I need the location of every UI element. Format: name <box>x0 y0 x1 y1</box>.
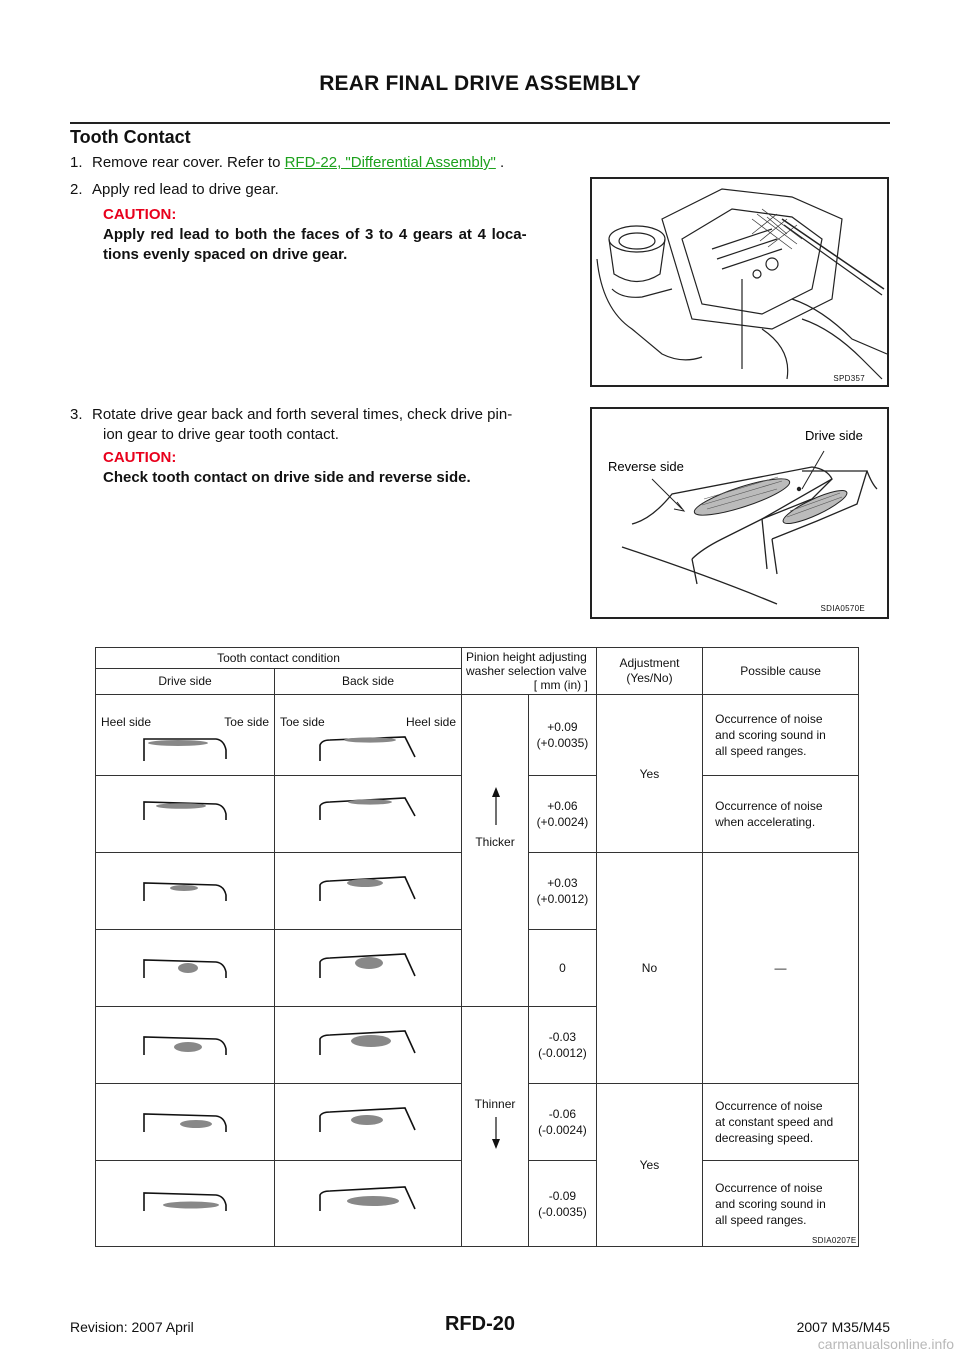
washer-mm: -0.09 <box>548 1188 577 1203</box>
adjustment-yes-cell: Yes <box>596 695 702 853</box>
heel-side-label: Heel side <box>101 715 152 729</box>
caution-label: CAUTION: <box>103 206 177 223</box>
caution-text: Apply red lead to both the faces of 3 to 4 gears at 4 loca- <box>103 226 527 243</box>
cause-line: all speed ranges. <box>715 1212 807 1227</box>
step-text-tail: . <box>495 154 505 171</box>
washer-in: (-0.0012) <box>538 1046 587 1060</box>
tooth-contact-sides-figure <box>590 407 889 619</box>
back-side-contact-cell <box>275 1084 462 1161</box>
drive-side-contact-cell <box>96 695 275 776</box>
reverse-side-label: Reverse side <box>608 459 684 474</box>
thinner-label: Thinner <box>474 1097 516 1111</box>
possible-cause-cell: — <box>703 853 859 1084</box>
contact-pattern-icon <box>96 776 274 849</box>
reference-link[interactable]: RFD-22, "Differential Assembly" <box>284 154 496 171</box>
caution-label: CAUTION: <box>103 449 177 466</box>
cause-line: Occurrence of noise <box>715 1180 823 1195</box>
adjustment-no-cell: No <box>596 853 702 1084</box>
gear-hands-illustration <box>592 179 887 385</box>
back-side-contact-cell <box>275 1007 462 1084</box>
tooth-contact-table <box>95 647 859 1247</box>
washer-mm: +0.09 <box>547 720 578 734</box>
cause-line: and scoring sound in <box>715 728 826 742</box>
drive-side-contact-cell <box>96 853 275 930</box>
page-number: RFD-20 <box>444 1313 515 1335</box>
back-side-contact-cell <box>275 930 462 1007</box>
washer-mm: +0.03 <box>547 876 578 890</box>
step-number: 1. <box>70 154 83 171</box>
contact-pattern-icon <box>275 1161 461 1243</box>
heel-side-label: Heel side <box>405 715 456 729</box>
cause-line: decreasing speed. <box>715 1131 814 1145</box>
table-row <box>96 695 859 776</box>
washer-mm: 0 <box>559 961 566 975</box>
caution-text: tions evenly spaced on drive gear. <box>103 246 348 263</box>
contact-pattern-icon <box>96 930 274 1003</box>
contact-pattern-icon <box>275 776 461 849</box>
contact-pattern-icon <box>275 1084 461 1157</box>
step-number: 2. <box>70 181 83 198</box>
back-side-contact-cell <box>275 853 462 930</box>
washer-value-cell <box>529 1161 597 1247</box>
header-washer-line: Pinion height adjusting <box>466 650 587 664</box>
drive-side-contact-cell <box>96 776 275 853</box>
figure-code: SPD357 <box>833 374 865 383</box>
cause-line: Occurrence of noise <box>715 1099 823 1113</box>
step-text-continued: ion gear to drive gear tooth contact. <box>103 426 339 443</box>
header-washer-selection <box>462 648 597 695</box>
revision-label: Revision: 2007 April <box>70 1319 194 1335</box>
step-1 <box>70 153 504 172</box>
cause-line: when accelerating. <box>715 815 816 829</box>
washer-value-cell <box>529 695 597 776</box>
drive-side-contact-cell <box>96 1161 275 1247</box>
drive-side-label: Drive side <box>805 428 863 443</box>
thicker-label: Thicker <box>475 835 515 849</box>
gear-tooth-illustration <box>592 409 887 617</box>
possible-cause-cell <box>703 1161 859 1247</box>
page-title: REAR FINAL DRIVE ASSEMBLY <box>319 72 641 95</box>
possible-cause-cell <box>703 1084 859 1161</box>
drive-side-contact-cell <box>96 1084 275 1161</box>
red-lead-application-figure <box>590 177 889 387</box>
contact-pattern-icon <box>275 1007 461 1080</box>
possible-cause-cell <box>703 695 859 776</box>
thicker-direction-cell <box>462 695 529 1007</box>
cause-line: Occurrence of noise <box>715 799 823 813</box>
caution-text: Check tooth contact on drive side and reverse side. <box>103 469 471 486</box>
washer-in: (+0.0035) <box>536 736 589 750</box>
adjustment-yes-cell: Yes <box>596 1084 702 1247</box>
cause-line: at constant speed and <box>715 1115 834 1129</box>
washer-mm: -0.03 <box>548 1030 577 1044</box>
contact-pattern-icon <box>96 853 274 926</box>
possible-cause-cell <box>703 776 859 853</box>
washer-in: (+0.0012) <box>536 892 589 906</box>
washer-value-cell <box>529 853 597 930</box>
header-adjustment-line: (Yes/No) <box>626 671 673 685</box>
contact-pattern-icon <box>96 695 274 776</box>
header-adjustment <box>596 648 702 695</box>
header-back-side: Back side <box>275 668 462 694</box>
drive-side-contact-cell <box>96 930 275 1007</box>
figure-code: SDIA0207E <box>812 1236 857 1245</box>
washer-value-cell <box>529 1084 597 1161</box>
arrow-down-icon <box>462 1113 530 1163</box>
step-text: Rotate drive gear back and forth several times, check drive pin- <box>92 406 513 423</box>
toe-side-label: Toe side <box>280 715 325 729</box>
step-text: Apply red lead to drive gear. <box>92 181 279 198</box>
contact-pattern-icon <box>96 1007 274 1080</box>
contact-pattern-icon <box>96 1084 274 1157</box>
header-washer-unit: [ mm (in) ] <box>533 678 588 692</box>
toe-side-label: Toe side <box>224 715 269 729</box>
contact-pattern-icon <box>275 930 461 1003</box>
washer-value-cell <box>529 1007 597 1084</box>
header-drive-side: Drive side <box>96 668 275 694</box>
back-side-contact-cell <box>275 1161 462 1247</box>
header-possible-cause: Possible cause <box>703 648 859 695</box>
header-tooth-contact-condition: Tooth contact condition <box>96 648 462 669</box>
section-title: Tooth Contact <box>70 127 191 147</box>
step-2 <box>70 180 279 199</box>
watermark: carmanualsonline.info <box>817 1336 954 1352</box>
back-side-contact-cell <box>275 776 462 853</box>
header-washer-line: washer selection valve <box>466 664 587 678</box>
step-number: 3. <box>70 406 83 423</box>
back-side-contact-cell <box>275 695 462 776</box>
cause-line: Occurrence of noise <box>715 712 823 726</box>
header-adjustment-line: Adjustment <box>619 656 680 670</box>
contact-pattern-icon <box>96 1161 274 1243</box>
washer-value-cell <box>529 930 597 1007</box>
step-text: Remove rear cover. Refer to <box>92 154 285 171</box>
step-3 <box>70 405 512 424</box>
contact-pattern-icon <box>275 695 461 776</box>
drive-side-contact-cell <box>96 1007 275 1084</box>
washer-in: (+0.0024) <box>536 815 589 829</box>
contact-pattern-icon <box>275 853 461 926</box>
washer-value-cell <box>529 776 597 853</box>
washer-mm: -0.06 <box>548 1107 577 1121</box>
washer-in: (-0.0024) <box>538 1123 587 1137</box>
figure-code: SDIA0570E <box>820 604 865 613</box>
washer-in: (-0.0035) <box>538 1204 587 1219</box>
model-label: 2007 M35/M45 <box>796 1319 890 1335</box>
header-divider <box>70 122 890 124</box>
washer-mm: +0.06 <box>547 799 578 813</box>
thinner-direction-cell <box>462 1007 529 1247</box>
cause-line: and scoring sound in <box>715 1196 826 1211</box>
cause-line: all speed ranges. <box>715 744 807 758</box>
